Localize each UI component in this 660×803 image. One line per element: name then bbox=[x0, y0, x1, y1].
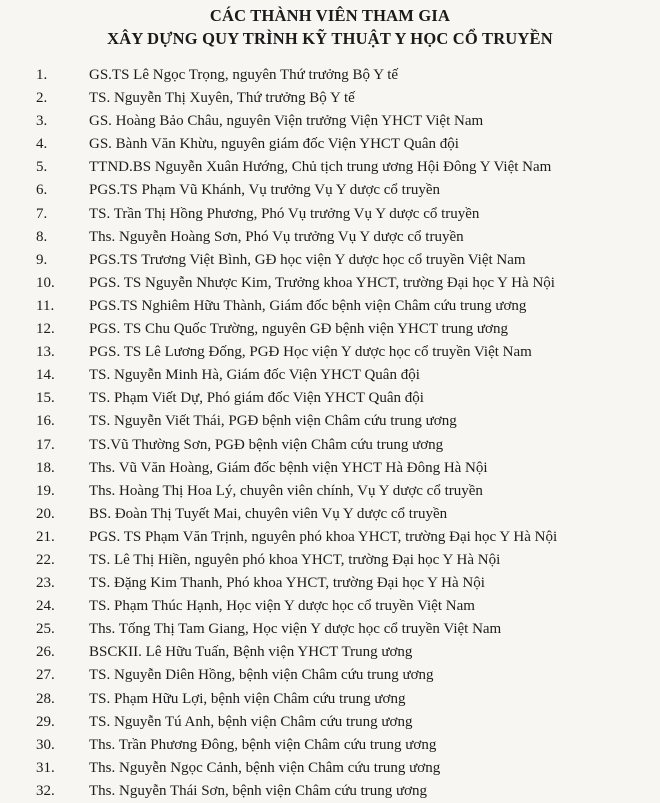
list-item bbox=[0, 757, 660, 780]
list-item-number: 3. bbox=[36, 113, 48, 130]
list-item-text: PGS. TS Nguyễn Nhược Kim, Trưởng khoa YHCT, trường Đại học Y Hà Nội bbox=[89, 274, 555, 291]
list-item-number: 27. bbox=[36, 667, 55, 684]
list-item-text: TS.Vũ Thường Sơn, PGĐ bệnh viện Châm cứu trung ương bbox=[89, 436, 444, 453]
list-item-text: TS. Nguyễn Thị Xuyên, Thứ trưởng Bộ Y tế bbox=[89, 90, 355, 107]
list-item-number: 18. bbox=[36, 459, 55, 476]
list-item-text: Ths. Nguyễn Ngọc Cảnh, bệnh viện Châm cứu trung ương bbox=[89, 759, 441, 776]
list-item bbox=[0, 572, 660, 595]
list-item-number: 10. bbox=[36, 274, 55, 291]
list-item-text: Ths. Nguyễn Hoàng Sơn, Phó Vụ trưởng Vụ Y dược cổ truyền bbox=[89, 228, 464, 245]
list-item-text: PGS. TS Phạm Văn Trịnh, nguyên phó khoa YHCT, trường Đại học Y Hà Nội bbox=[89, 528, 558, 545]
list-item-number: 1. bbox=[36, 67, 48, 83]
list-item-number: 22. bbox=[36, 551, 55, 568]
list-item bbox=[0, 364, 660, 387]
list-item bbox=[0, 226, 660, 249]
list-item-number: 28. bbox=[36, 690, 55, 707]
list-item bbox=[0, 387, 660, 410]
list-item-text: TS. Nguyễn Minh Hà, Giám đốc Viện YHCT Quân đội bbox=[89, 367, 420, 384]
list-item-number: 7. bbox=[36, 205, 48, 222]
list-item-text: BSCKII. Lê Hữu Tuấn, Bệnh viện YHCT Trung ương bbox=[89, 644, 413, 661]
list-item-number: 6. bbox=[36, 182, 48, 199]
list-item-number: 19. bbox=[36, 482, 55, 499]
list-item-number: 16. bbox=[36, 413, 55, 430]
list-item bbox=[0, 110, 660, 133]
list-item bbox=[0, 688, 660, 711]
list-item-number: 13. bbox=[36, 344, 55, 361]
list-item-number: 14. bbox=[36, 367, 55, 384]
list-item bbox=[0, 272, 660, 295]
list-item bbox=[0, 249, 660, 272]
list-item-text: GS. Hoàng Bảo Châu, nguyên Viện trưởng Viện YHCT Việt Nam bbox=[89, 113, 484, 130]
list-item-text: TS. Trần Thị Hồng Phương, Phó Vụ trưởng Vụ Y dược cổ truyền bbox=[89, 205, 480, 222]
list-item-text: GS.TS Lê Ngọc Trọng, nguyên Thứ trưởng Bộ Y tế bbox=[89, 67, 399, 83]
list-item bbox=[0, 318, 660, 341]
list-item-number: 30. bbox=[36, 736, 55, 753]
list-item-number: 23. bbox=[36, 575, 55, 592]
list-item-number: 15. bbox=[36, 390, 55, 407]
list-item bbox=[0, 203, 660, 226]
list-item bbox=[0, 133, 660, 156]
list-item-text: TS. Phạm Viết Dự, Phó giám đốc Viện YHCT Quân đội bbox=[89, 390, 424, 407]
list-item-number: 24. bbox=[36, 598, 55, 615]
list-item bbox=[0, 480, 660, 503]
list-item-number: 12. bbox=[36, 321, 55, 338]
list-item bbox=[0, 434, 660, 457]
list-item-text: TS. Nguyễn Tú Anh, bệnh viện Châm cứu trung ương bbox=[89, 713, 413, 730]
list-item bbox=[0, 641, 660, 664]
list-item-text: TS. Phạm Thúc Hạnh, Học viện Y dược học cổ truyền Việt Nam bbox=[89, 598, 475, 615]
list-item-text: Ths. Vũ Văn Hoàng, Giám đốc bệnh viện YHCT Hà Đông Hà Nội bbox=[89, 459, 488, 476]
list-item bbox=[0, 87, 660, 110]
member-list bbox=[0, 64, 660, 803]
list-item bbox=[0, 734, 660, 757]
list-item bbox=[0, 664, 660, 687]
list-item-text: Ths. Tống Thị Tam Giang, Học viện Y dược học cổ truyền Việt Nam bbox=[89, 621, 502, 638]
list-item-text: BS. Đoàn Thị Tuyết Mai, chuyên viên Vụ Y dược cổ truyền bbox=[89, 505, 448, 522]
list-item bbox=[0, 341, 660, 364]
list-item-text: TS. Đặng Kim Thanh, Phó khoa YHCT, trường Đại học Y Hà Nội bbox=[89, 575, 485, 592]
list-item bbox=[0, 595, 660, 618]
list-item-number: 32. bbox=[36, 782, 55, 799]
list-item-number: 17. bbox=[36, 436, 55, 453]
list-item bbox=[0, 711, 660, 734]
list-item-number: 8. bbox=[36, 228, 48, 245]
list-item-number: 25. bbox=[36, 621, 55, 638]
list-item bbox=[0, 156, 660, 179]
list-item-number: 4. bbox=[36, 136, 48, 153]
list-item-text: GS. Bành Văn Khừu, nguyên giám đốc Viện YHCT Quân đội bbox=[89, 136, 459, 153]
list-item-text: PGS. TS Lê Lương Đống, PGĐ Học viện Y dược học cổ truyền Việt Nam bbox=[89, 344, 532, 361]
list-item-number: 21. bbox=[36, 528, 55, 545]
page-subtitle: XÂY DỰNG QUY TRÌNH KỸ THUẬT Y HỌC CỔ TRUYỀN bbox=[107, 29, 553, 48]
list-item-text: PGS.TS Phạm Vũ Khánh, Vụ trưởng Vụ Y dược cổ truyền bbox=[89, 182, 441, 199]
list-item-text: Ths. Trần Phương Đông, bệnh viện Châm cứu trung ương bbox=[89, 736, 437, 753]
list-item-number: 20. bbox=[36, 505, 55, 522]
list-item bbox=[0, 179, 660, 202]
list-item-text: TTND.BS Nguyễn Xuân Hướng, Chủ tịch trung ương Hội Đông Y Việt Nam bbox=[89, 159, 552, 176]
list-item-number: 9. bbox=[36, 251, 48, 268]
list-item bbox=[0, 503, 660, 526]
list-item bbox=[0, 526, 660, 549]
list-item-text: TS. Nguyễn Viết Thái, PGĐ bệnh viện Châm cứu trung ương bbox=[89, 413, 457, 430]
list-item bbox=[0, 410, 660, 433]
list-item-text: Ths. Hoàng Thị Hoa Lý, chuyên viên chính, Vụ Y dược cổ truyền bbox=[89, 482, 483, 499]
list-item bbox=[0, 295, 660, 318]
page-title: CÁC THÀNH VIÊN THAM GIA bbox=[209, 6, 451, 25]
list-item-number: 11. bbox=[36, 297, 55, 314]
list-item bbox=[0, 64, 660, 87]
list-item-number: 2. bbox=[36, 90, 48, 107]
list-item bbox=[0, 457, 660, 480]
list-item-text: TS. Lê Thị Hiền, nguyên phó khoa YHCT, trường Đại học Y Hà Nội bbox=[89, 551, 501, 568]
list-item-number: 26. bbox=[36, 644, 55, 661]
list-item-text: TS. Phạm Hữu Lợi, bệnh viện Châm cứu trung ương bbox=[89, 690, 406, 707]
list-item bbox=[0, 780, 660, 803]
list-item-number: 31. bbox=[36, 759, 55, 776]
list-item-text: PGS.TS Trương Việt Bình, GĐ học viện Y dược học cổ truyền Việt Nam bbox=[89, 251, 526, 268]
list-item-text: TS. Nguyễn Diên Hồng, bệnh viện Châm cứu trung ương bbox=[89, 667, 434, 684]
list-item-text: Ths. Nguyễn Thái Sơn, bệnh viện Châm cứu trung ương bbox=[89, 782, 428, 799]
list-item bbox=[0, 618, 660, 641]
list-item bbox=[0, 549, 660, 572]
list-item-text: PGS. TS Chu Quốc Trường, nguyên GĐ bệnh viện YHCT trung ương bbox=[89, 321, 508, 338]
list-item-number: 29. bbox=[36, 713, 55, 730]
list-item-number: 5. bbox=[36, 159, 48, 176]
list-item-text: PGS.TS Nghiêm Hữu Thành, Giám đốc bệnh viện Châm cứu trung ương bbox=[89, 297, 527, 314]
